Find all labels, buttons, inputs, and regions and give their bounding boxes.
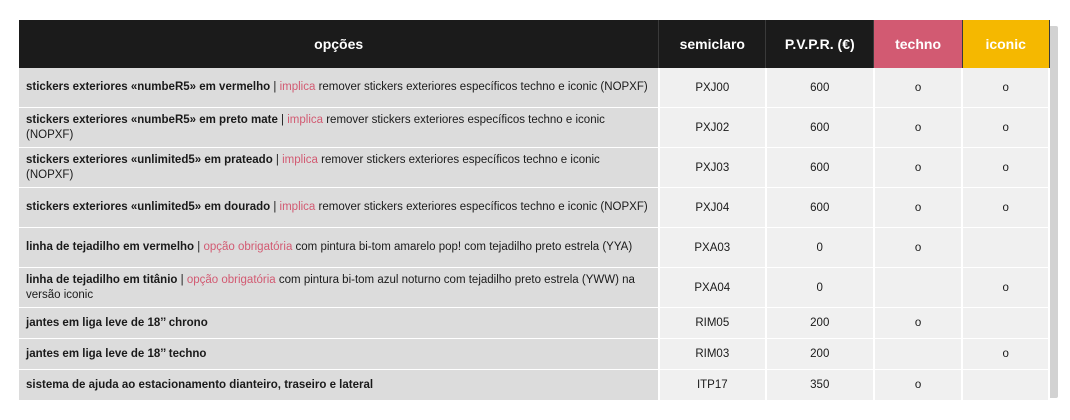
option-description: remover stickers exteriores específicos techno e iconic (NOPXF) [26,113,605,141]
iconic-mark [962,228,1049,268]
code-cell: RIM03 [659,339,766,370]
option-name: jantes em liga leve de 18’’ techno [26,347,207,360]
option-name: linha de tejadilho em titânio [26,273,178,286]
option-highlight: implica [279,201,316,213]
price-cell: 600 [766,68,874,108]
iconic-mark: o [962,339,1049,370]
price-cell: 600 [766,108,874,148]
table-row [19,370,1049,401]
table-row [19,148,1049,188]
option-highlight: implica [282,153,318,166]
option-highlight: implica [287,113,324,126]
option-cell [19,188,659,228]
iconic-mark: o [962,268,1049,308]
code-cell: RIM05 [659,308,766,339]
header-price: P.V.P.R. (€) [766,20,874,68]
code-cell: PXA03 [659,228,766,268]
option-cell [19,108,659,148]
option-name: stickers exteriores «numbeR5» em preto mate [26,113,278,126]
code-cell: PXA04 [659,268,766,308]
option-separator: | [270,201,280,213]
techno-mark: o [874,108,963,148]
option-cell [19,370,659,401]
option-description: remover stickers exteriores específicos techno e iconic (NOPXF) [315,201,648,213]
option-cell [19,148,659,188]
option-cell [19,228,659,268]
price-cell: 0 [766,228,874,268]
option-description: com pintura bi-tom azul noturno com tejadilho preto estrela (YWW) na versão iconic [26,273,635,301]
option-cell [19,339,659,370]
option-name: stickers exteriores «unlimited5» em dourado [26,201,271,213]
price-cell: 600 [766,188,874,228]
option-description: remover stickers exteriores específicos techno e iconic (NOPXF) [26,153,600,181]
option-separator: | [277,113,288,126]
techno-mark: o [874,370,963,401]
iconic-mark [962,370,1049,401]
options-table [19,20,1050,401]
techno-mark: o [874,308,963,339]
option-description: com pintura bi-tom amarelo pop! com tejadilho preto estrela (YYA) [292,241,633,253]
table-row [19,108,1049,148]
option-name: sistema de ajuda ao estacionamento dianteiro, traseiro e lateral [26,378,374,391]
header-techno: techno [874,20,963,68]
code-cell: ITP17 [659,370,766,401]
price-cell: 0 [766,268,874,308]
table-row [19,188,1049,228]
header-options: opções [19,20,659,68]
price-cell: 200 [766,339,874,370]
table-row [19,68,1049,108]
price-cell: 600 [766,148,874,188]
iconic-mark: o [962,108,1049,148]
table-row [19,339,1049,370]
table-row [19,308,1049,339]
option-separator: | [270,81,280,93]
techno-mark [874,339,963,370]
header-iconic: iconic [962,20,1049,68]
code-cell: PXJ04 [659,188,766,228]
option-cell [19,308,659,339]
header-row [19,20,1049,68]
option-name: jantes em liga leve de 18’’ chrono [26,316,208,329]
techno-mark: o [874,68,963,108]
techno-mark [874,268,963,308]
table-row [19,268,1049,308]
option-name: stickers exteriores «numbeR5» em vermelho [26,81,271,93]
price-cell: 350 [766,370,874,401]
code-cell: PXJ03 [659,148,766,188]
option-name: stickers exteriores «unlimited5» em prateado [26,153,273,166]
header-semiclaro: semiclaro [659,20,766,68]
iconic-mark: o [962,188,1049,228]
code-cell: PXJ00 [659,68,766,108]
price-cell: 200 [766,308,874,339]
option-description: remover stickers exteriores específicos techno e iconic (NOPXF) [315,81,648,93]
iconic-mark: o [962,68,1049,108]
option-cell [19,68,659,108]
techno-mark: o [874,188,963,228]
option-highlight: implica [279,81,316,93]
code-cell: PXJ02 [659,108,766,148]
techno-mark: o [874,228,963,268]
techno-mark: o [874,148,963,188]
iconic-mark: o [962,148,1049,188]
option-separator: | [194,241,204,253]
option-cell [19,268,659,308]
table-row [19,228,1049,268]
option-highlight: opção obrigatória [203,241,293,253]
iconic-mark [962,308,1049,339]
option-name: linha de tejadilho em vermelho [26,241,195,253]
option-separator: | [272,153,283,166]
option-highlight: opção obrigatória [186,273,276,286]
option-separator: | [177,273,187,286]
